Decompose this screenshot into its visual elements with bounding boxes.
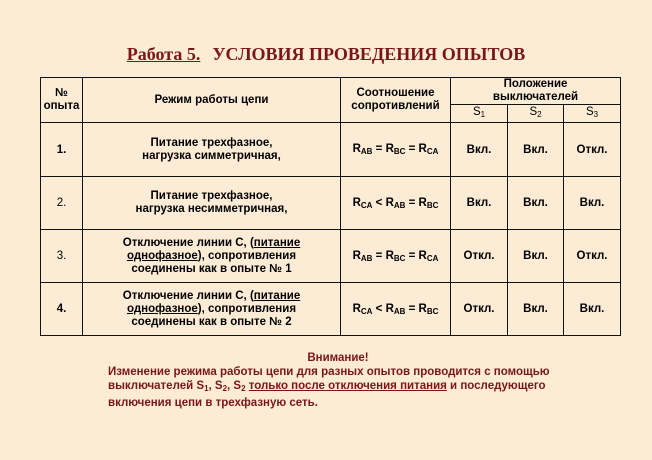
header-mode: Режим работы цепи [83, 78, 341, 123]
row-s2: Вкл. [508, 123, 564, 177]
note-line-3: включения цепи в трехфазную сеть. [108, 397, 318, 409]
note-line-2: выключателей $S_1$, $S_2$, $S_2$ только после отключения питания и последующего [108, 380, 546, 393]
row-formula: $R_{AB} = R_{BC} = R_{CA}$ [341, 123, 451, 177]
row-number: 4. [41, 283, 83, 336]
table-row [41, 283, 621, 336]
header-num: № опыта [41, 78, 83, 123]
row-s2: Вкл. [508, 283, 564, 336]
note-title: Внимание! [307, 352, 369, 364]
row-s3: Вкл. [564, 177, 621, 230]
row-s2: Вкл. [508, 177, 564, 230]
row-number: 3. [41, 230, 83, 283]
row-s3: Вкл. [564, 283, 621, 336]
header-s1: $S_1$ [451, 105, 508, 123]
row-s3: Откл. [564, 230, 621, 283]
table-row [41, 230, 621, 283]
row-mode: Питание трехфазное, нагрузка несимметричная, [83, 177, 341, 230]
header-ratio: Соотношение сопротивлений [341, 78, 451, 123]
row-number: 1. [41, 123, 83, 177]
row-mode: Отключение линии С, (питание однофазное), сопротивления соединены как в опыте № 2 [83, 283, 341, 336]
header-s2: $S_2$ [508, 105, 564, 123]
row-s1: Откл. [451, 283, 508, 336]
table-header-row [41, 78, 621, 105]
row-s1: Откл. [451, 230, 508, 283]
table-row [41, 177, 621, 230]
row-s2: Вкл. [508, 230, 564, 283]
row-formula: $R_{CA} < R_{AB} = R_{BC}$ [341, 177, 451, 230]
row-s1: Вкл. [451, 123, 508, 177]
row-mode: Отключение линии С, (питание однофазное), сопротивления соединены как в опыте № 1 [83, 230, 341, 283]
work-title: УСЛОВИЯ ПРОВЕДЕНИЯ ОПЫТОВ [212, 44, 526, 64]
header-s3: $S_3$ [564, 105, 621, 123]
table-row [41, 123, 621, 177]
row-number: 2. [41, 177, 83, 230]
row-formula: $R_{CA} < R_{AB} = R_{BC}$ [341, 283, 451, 336]
row-formula: $R_{AB} = R_{BC} = R_{CA}$ [341, 230, 451, 283]
header-switches: Положение выключателей [451, 78, 621, 105]
row-s3: Откл. [564, 123, 621, 177]
attention-note [108, 351, 588, 410]
conditions-table [40, 77, 621, 336]
work-number: Работа 5. [126, 44, 201, 64]
page-title [0, 44, 652, 65]
row-mode: Питание трехфазное, нагрузка симметричная, [83, 123, 341, 177]
row-s1: Вкл. [451, 177, 508, 230]
note-line-1: Изменение режима работы цепи для разных опытов проводится с помощью [108, 366, 550, 378]
